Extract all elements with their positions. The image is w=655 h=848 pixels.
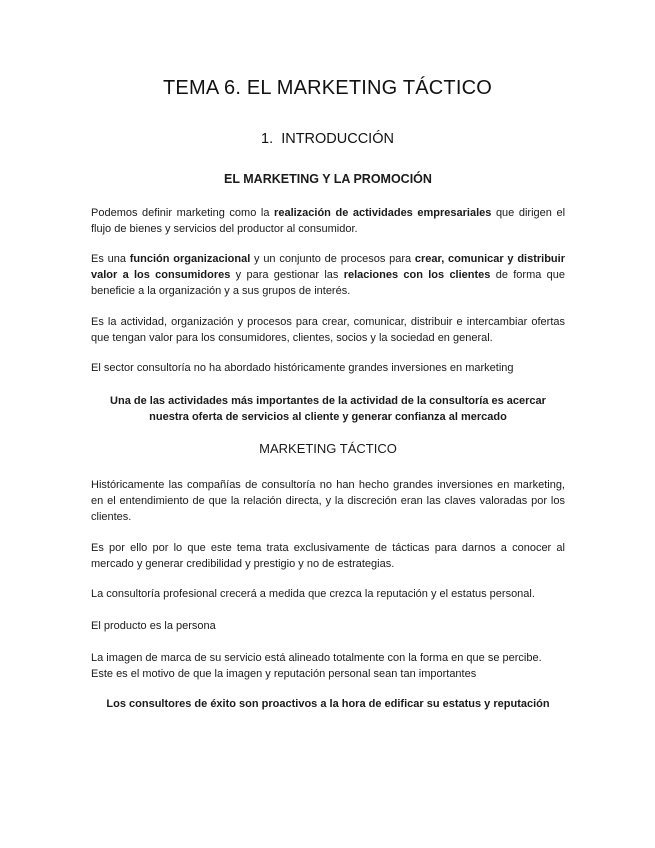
bold-phrase: realización de actividades empresariales xyxy=(274,207,492,219)
section-number: 1. xyxy=(261,131,274,147)
paragraph-organizational-function xyxy=(91,251,565,299)
bold-phrase: función organizacional xyxy=(129,253,251,265)
section-heading xyxy=(0,131,655,147)
bold-phrase: relaciones con los clientes xyxy=(343,269,491,281)
subheading-marketing-tactico: MARKETING TÁCTICO xyxy=(259,441,397,456)
paragraph-text: Es una xyxy=(91,253,130,265)
paragraph-tactics: Es por ello por lo que este tema trata exclusivamente de tácticas para darnos a conocer al mercado y generar credibilidad y prestigio y no de estrategias. xyxy=(91,542,565,570)
highlight-successful-consultants: Los consultores de éxito son proactivos a la hora de edificar su estatus y reputación xyxy=(106,698,550,710)
paragraph-definition xyxy=(91,205,565,237)
paragraph-consulting-sector: El sector consultoría no ha abordado históricamente grandes inversiones en marketing xyxy=(91,362,514,374)
paragraph-text: de forma que beneficie a la organización y a sus grupos de interés. xyxy=(91,269,565,297)
highlight-line: Una de las actividades más importantes de la actividad de la consultoría es acercar xyxy=(110,395,546,407)
page-title: TEMA 6. EL MARKETING TÁCTICO xyxy=(163,77,492,99)
paragraph-text: Podemos definir marketing como la xyxy=(91,207,275,219)
paragraph-text: y un conjunto de procesos para xyxy=(250,253,415,265)
section-title: INTRODUCCIÓN xyxy=(281,131,394,147)
subheading-marketing-promocion: EL MARKETING Y LA PROMOCIÓN xyxy=(224,172,432,186)
bold-phrase: crear, comunicar y distribuir valor a los consumidores xyxy=(91,253,565,281)
paragraph-product-person: El producto es la persona xyxy=(91,620,216,632)
highlight-consulting-activity xyxy=(91,393,565,425)
paragraph-activity: Es la actividad, organización y procesos para crear, comunicar, distribuir e intercambiar ofertas que tengan valor para los consumidores, clientes, socios y la sociedad en general. xyxy=(91,316,565,344)
paragraph-brand-image: La imagen de marca de su servicio está alineado totalmente con la forma en que se percibe. Este es el motivo de que la imagen y reputación personal sean tan importantes xyxy=(91,652,542,680)
paragraph-text: que dirigen el flujo de bienes y servicios del productor al consumidor. xyxy=(91,207,566,235)
paragraph-text: y para gestionar las xyxy=(230,269,344,281)
highlight-line: nuestra oferta de servicios al cliente y generar confianza al mercado xyxy=(149,411,507,423)
paragraph-reputation-growth: La consultoría profesional crecerá a medida que crezca la reputación y el estatus personal. xyxy=(91,588,535,600)
paragraph-historical: Históricamente las compañías de consultoría no han hecho grandes inversiones en marketing, en el entendimiento de que la relación directa, y la discreción eran las claves valoradas por los clientes. xyxy=(91,479,565,523)
